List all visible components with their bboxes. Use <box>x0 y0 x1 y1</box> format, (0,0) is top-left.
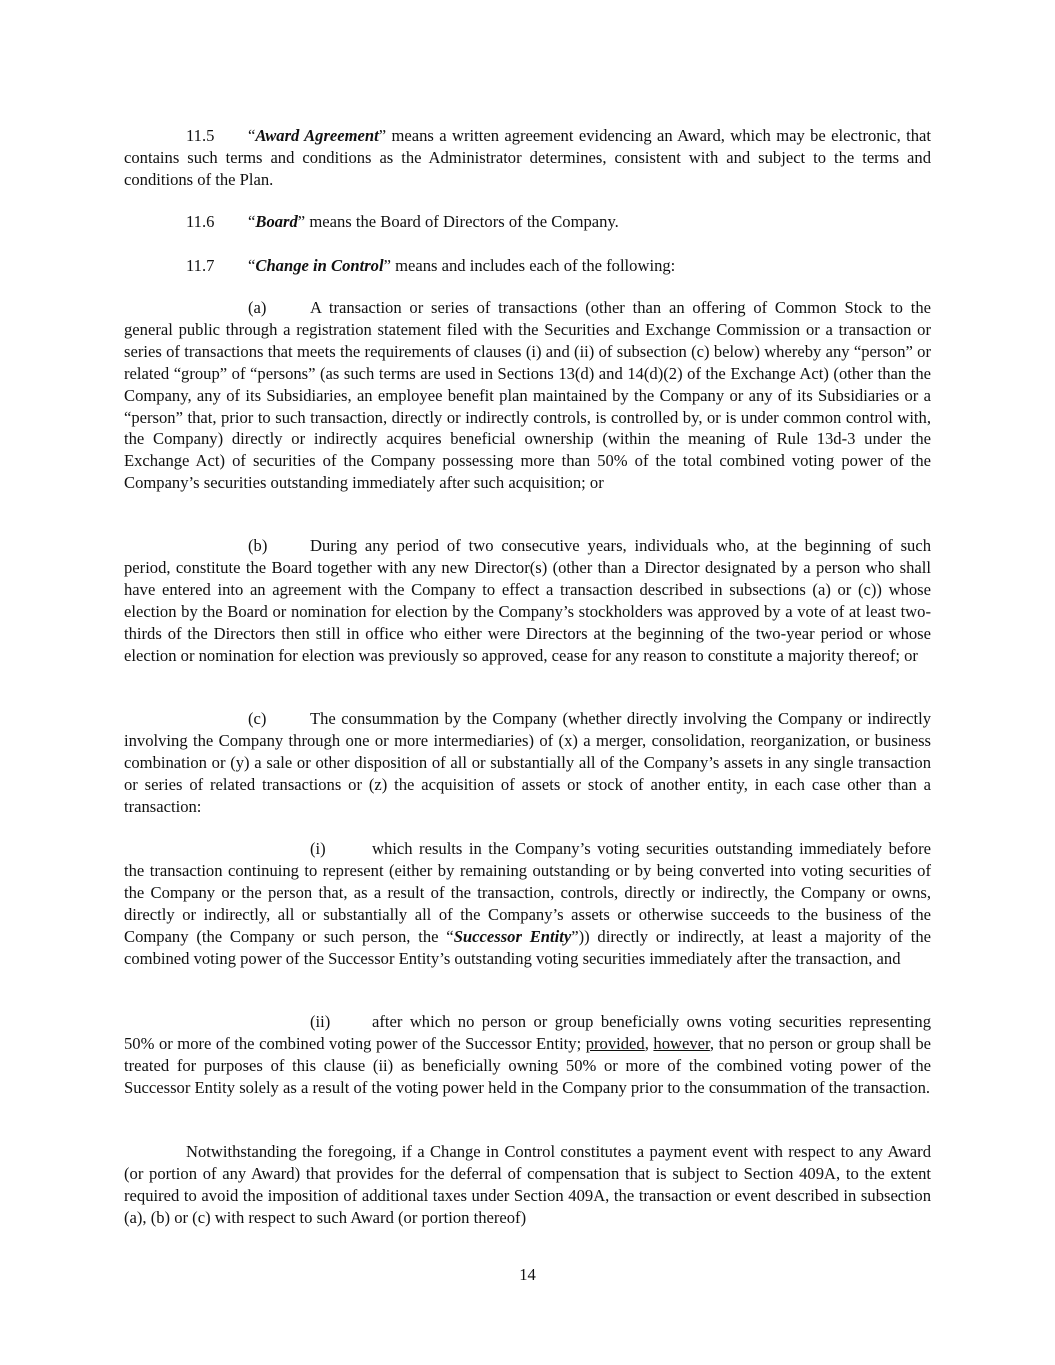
defined-term: Award Agreement <box>255 126 379 145</box>
clause-text: A transaction or series of transactions (other than an offering of Common Stock to the general public through a registration statement filed with the Securities and Exchange Commission or a transaction or series of transactions that meets the requirements of clauses (i) and (ii) of subsection (c) below) whereby any “person” or related “group” of “persons” (as such terms are used in Sections 13(d) and 14(d)(2) of the Exchange Act) (other than the Company, any of its Subsidiaries, an employee benefit plan maintained by the Company or any of its Subsidiaries or a “person” that, prior to such transaction, directly or indirectly controls, is controlled by, or is under common control with, the Company) directly or indirectly acquires beneficial ownership (within the meaning of Rule 13d-3 under the Exchange Act) of securities of the Company possessing more than 50% of the total combined voting power of the Company’s securities outstanding immediately after such acquisition; or <box>124 298 931 493</box>
clause-text: after which no person or group beneficially owns voting securities representing 50% or more of the combined voting power of the Successor Entity; <box>124 1012 931 1053</box>
clause-text: which results in the Company’s voting securities outstanding immediately before the transaction continuing to represent (either by remaining outstanding or by being converted into voting securities of the Company or the person that, as a result of the transaction, controls, directly or indirectly, the Company or owns, directly or indirectly, all or substantially all of the Company’s assets or otherwise succeeds to the business of the Company (the Company or such person, the “ <box>124 839 931 946</box>
close-quote: ” <box>383 256 391 275</box>
close-quote: ” <box>378 126 387 145</box>
clause-label: (a) <box>248 298 267 317</box>
section-number: 11.5 <box>186 126 215 145</box>
clause-label: (i) <box>310 839 326 858</box>
open-quote: “ <box>248 126 256 145</box>
section-number: 11.7 <box>186 256 215 275</box>
close-quote: ” <box>297 212 306 231</box>
clause-c <box>124 708 931 818</box>
section-text: means the Board of Directors of the Company. <box>305 212 619 231</box>
defined-term: Successor Entity <box>453 926 572 946</box>
clause-label: (c) <box>248 709 267 728</box>
open-quote: “ <box>248 256 256 275</box>
clause-label: (b) <box>248 536 268 555</box>
provided-term: provided <box>585 1033 645 1053</box>
open-quote: “ <box>248 212 256 231</box>
section-number: 11.6 <box>186 212 215 231</box>
defined-term: Board <box>255 212 298 231</box>
clause-label: (ii) <box>310 1012 331 1031</box>
comma: , <box>644 1033 654 1053</box>
section-11-7 <box>124 255 931 277</box>
section-text: means a written agreement evidencing an Award, which may be electronic, that contains such terms and conditions as the Administrator determines, consistent with and subject to the terms and conditions of the Plan. <box>124 126 931 189</box>
clause-text-after: , that no person or group shall be treated for purposes of this clause (ii) as beneficially owning 50% or more of the combined voting power of the Successor Entity solely as a result of the voting power held in the Company prior to the consummation of the transaction. <box>124 1033 932 1097</box>
defined-term: Change in Control <box>255 256 384 275</box>
page-number: 14 <box>519 1265 536 1284</box>
clause-a <box>124 297 931 494</box>
section-11-6 <box>124 211 931 233</box>
paragraph-text: Notwithstanding the foregoing, if a Change in Control constitutes a payment event with respect to any Award (or portion of any Award) that provides for the deferral of compensation that is subject to Section 409A, to the extent required to avoid the imposition of additional taxes under Section 409A, the transaction or event described in subsection (a), (b) or (c) with respect to such Award (or portion thereof) <box>124 1142 931 1227</box>
clause-c-i <box>124 838 931 969</box>
notwithstanding-paragraph <box>124 1141 931 1229</box>
however-term: however <box>653 1033 710 1053</box>
section-11-5 <box>124 125 931 191</box>
section-text: means and includes each of the following: <box>390 256 676 275</box>
clause-text-after: ”)) directly or indirectly, at least a majority of the combined voting power of the Successor Entity’s outstanding voting securities immediately after the transaction, and <box>124 926 931 968</box>
clause-text: The consummation by the Company (whether directly involving the Company or indirectly involving the Company through one or more intermediaries) of (x) a merger, consolidation, reorganization, or business combination or (y) a sale or other disposition of all or substantially all of the Company’s assets in any single transaction or series of related transactions or (z) the acquisition of assets or stock of another entity, in each case other than a transaction: <box>124 709 931 816</box>
clause-b <box>124 535 931 666</box>
clause-text: During any period of two consecutive years, individuals who, at the beginning of such period, constitute the Board together with any new Director(s) (other than a Director designated by a person who shall have entered into an agreement with the Company to effect a transaction described in subsections (a) or (c)) whose election by the Board or nomination for election by the Company’s stockholders was approved by a vote of at least two-thirds of the Directors then still in office who either were Directors at the beginning of the two-year period or whose election or nomination for election was previously so approved, cease for any reason to constitute a majority thereof; or <box>124 536 931 665</box>
clause-c-ii <box>124 1011 931 1099</box>
